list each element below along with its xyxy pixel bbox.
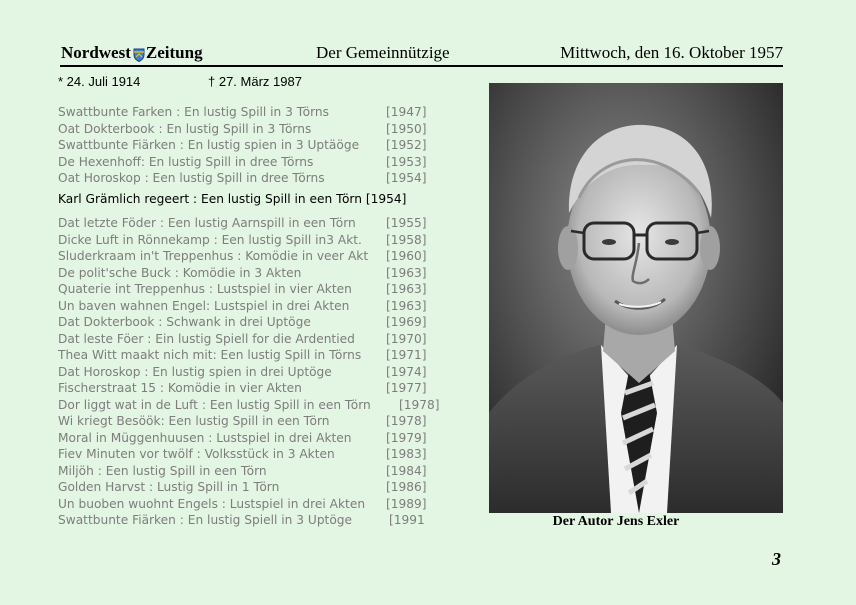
play-entry bbox=[58, 137, 448, 154]
play-entry bbox=[58, 446, 448, 463]
play-entry bbox=[58, 265, 448, 282]
play-year: [1983] bbox=[386, 447, 427, 461]
play-year: [1977] bbox=[386, 381, 427, 395]
play-title: Quaterie int Treppenhus : Lustspiel in vier Akten bbox=[58, 282, 352, 296]
play-title: Swattbunte Fiärken : En lustig spien in 3 Uptäöge bbox=[58, 138, 360, 152]
play-entry bbox=[58, 347, 448, 364]
play-year: [1984] bbox=[386, 463, 427, 478]
play-year: [1963] bbox=[386, 265, 427, 280]
play-year: [1978] bbox=[386, 414, 427, 428]
play-year: [1954] bbox=[386, 171, 427, 185]
play-entry bbox=[58, 281, 448, 298]
play-title: Un buoben wuohnt Engels : Lustspiel in drei Akten bbox=[58, 496, 366, 511]
death-date: † 27. März 1987 bbox=[208, 74, 302, 89]
play-title: Oat Dokterbook : En lustig Spill in 3 Törns bbox=[58, 121, 312, 136]
newspaper-header bbox=[60, 43, 783, 67]
featured-play: Karl Grämlich regeert : Een lustig Spill in een Törn [1954] bbox=[58, 192, 407, 206]
play-entry bbox=[58, 314, 448, 331]
play-title: Thea Witt maakt nich mit: Een lustig Spill in Törns bbox=[58, 348, 362, 362]
play-year: [1958] bbox=[386, 232, 427, 247]
play-title: Miljöh : Een lustig Spill in een Törn bbox=[58, 463, 267, 478]
play-title: De Hexenhoff: En lustig Spill in dree Törns bbox=[58, 154, 314, 169]
masthead bbox=[61, 43, 203, 63]
play-year: [1963] bbox=[386, 298, 427, 313]
play-entry bbox=[58, 154, 448, 171]
page-number: 3 bbox=[772, 549, 781, 569]
play-year: [1950] bbox=[386, 121, 427, 136]
play-year: [1991 bbox=[389, 513, 425, 527]
masthead-right: Zeitung bbox=[145, 43, 203, 62]
newspaper-name: Der Gemeinnützige bbox=[316, 43, 450, 62]
play-title: Dor liggt wat in de Luft : Een lustig Spill in een Törn bbox=[58, 397, 371, 412]
play-year: [1952] bbox=[386, 138, 427, 152]
author-photo bbox=[489, 83, 783, 513]
play-title: Swattbunte Farken : En lustig Spill in 3 Törns bbox=[58, 105, 329, 119]
crest-icon bbox=[133, 47, 145, 61]
play-title: Dicke Luft in Rönnekamp : Een lustig Spill in3 Akt. bbox=[58, 232, 362, 247]
play-year: [1989] bbox=[386, 496, 427, 511]
play-entry bbox=[58, 430, 448, 447]
play-year: [1953] bbox=[386, 154, 427, 169]
birth-date: * 24. Juli 1914 bbox=[58, 74, 141, 89]
play-entry bbox=[58, 397, 448, 414]
play-entry bbox=[58, 232, 448, 249]
play-title: De polit'sche Buck : Komödie in 3 Akten bbox=[58, 265, 302, 280]
play-entry bbox=[58, 331, 448, 348]
play-title: Fischerstraat 15 : Komödie in vier Akten bbox=[58, 381, 302, 395]
plays-list-later bbox=[58, 215, 448, 529]
play-title: Dat letzte Föder : Een lustig Aarnspill in een Törn bbox=[58, 216, 356, 230]
play-year: [1969] bbox=[386, 315, 427, 329]
play-entry bbox=[58, 463, 448, 480]
play-title: Fiev Minuten vor twölf : Volksstück in 3 Akten bbox=[58, 447, 335, 461]
play-entry bbox=[58, 479, 448, 496]
masthead-left: Nordwest bbox=[61, 43, 131, 62]
play-title: Swattbunte Fiärken : En lustig Spiell in 3 Uptöge bbox=[58, 513, 353, 527]
play-title: Golden Harvst : Lustig Spill in 1 Törn bbox=[58, 480, 280, 494]
play-entry bbox=[58, 170, 448, 187]
play-title: Dat leste Föer : Ein lustig Spiell for die Ardentied bbox=[58, 331, 355, 346]
play-entry bbox=[58, 298, 448, 315]
play-entry bbox=[58, 413, 448, 430]
play-title: Moral in Müggenhuusen : Lustspiel in drei Akten bbox=[58, 430, 352, 445]
issue-date: Mittwoch, den 16. Oktober 1957 bbox=[560, 43, 783, 62]
play-title: Oat Horoskop : Een lustig Spill in dree Törns bbox=[58, 171, 325, 185]
play-title: Dat Horoskop : En lustig spien in drei Uptöge bbox=[58, 364, 332, 379]
play-title: Sluderkraam in't Treppenhus : Komödie in veer Akt bbox=[58, 249, 369, 263]
play-entry bbox=[58, 364, 448, 381]
play-entry bbox=[58, 380, 448, 397]
plays-list-early bbox=[58, 104, 448, 187]
play-year: [1947] bbox=[386, 105, 427, 119]
play-entry bbox=[58, 496, 448, 513]
play-year: [1960] bbox=[386, 249, 427, 263]
play-year: [1978] bbox=[399, 397, 440, 412]
play-year: [1971] bbox=[386, 348, 427, 362]
play-year: [1963] bbox=[386, 282, 427, 296]
play-entry bbox=[58, 512, 448, 529]
photo-caption: Der Autor Jens Exler bbox=[552, 514, 680, 529]
play-entry bbox=[58, 215, 448, 232]
play-entry bbox=[58, 104, 448, 121]
play-title: Dat Dokterbook : Schwank in drei Uptöge bbox=[58, 315, 311, 329]
life-dates bbox=[58, 74, 302, 89]
play-year: [1974] bbox=[386, 364, 427, 379]
play-year: [1986] bbox=[386, 480, 427, 494]
play-year: [1979] bbox=[386, 430, 427, 445]
play-title: Wi kriegt Besöök: Een lustig Spill in een Törn bbox=[58, 414, 330, 428]
play-entry bbox=[58, 121, 448, 138]
play-year: [1970] bbox=[386, 331, 427, 346]
play-year: [1955] bbox=[386, 216, 427, 230]
play-title: Un baven wahnen Engel: Lustspiel in drei Akten bbox=[58, 298, 350, 313]
play-entry bbox=[58, 248, 448, 265]
